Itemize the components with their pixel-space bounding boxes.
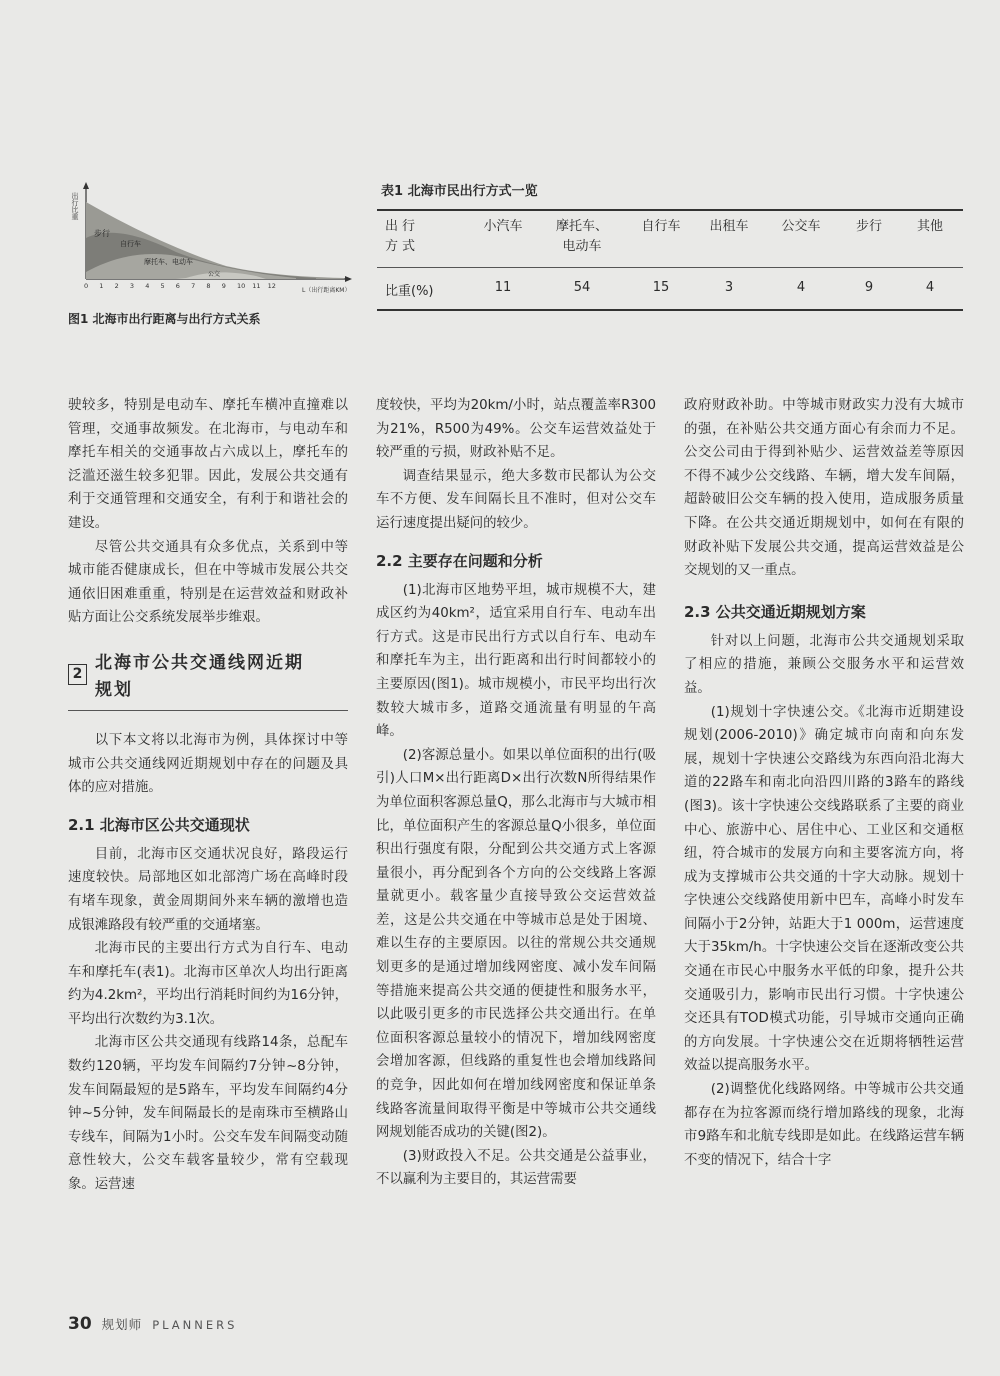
- x-tick-label: 0: [84, 282, 89, 290]
- header-car: 小汽车: [483, 219, 523, 234]
- col3-paragraph-1: 政府财政补助。中等城市财政实力没有大城市的强，在补贴公共交通方面心有余而力不足。公交公司由于得到补贴少、运营效益差等原因不得不减少公交线路、车辆，增大发车间隔，超龄破旧公交车辆的投入使用，造成服务质量下降。在公共交通近期规划中，如何在有限的财政补贴下发展公共交通，提高运营效益是公交规划的又一重点。: [684, 398, 964, 579]
- x-tick-label: 6: [175, 282, 180, 290]
- x-axis-arrow: [345, 276, 352, 282]
- figure-1-caption: 图1 北海市出行距离与出行方式关系: [68, 312, 261, 326]
- label-bus: 公交: [208, 271, 221, 278]
- value-car: 11: [494, 280, 512, 295]
- table-data-row: [377, 280, 963, 299]
- col1-paragraph-6: 北海市区公共交通现有线路14条，总配车数约120辆，平均发车间隔约7分钟~8分钟，发车间隔最短的是5路车，平均发车间隔约4分钟~5分钟，发车间隔最长的是南珠市至横路山专线车，间隔为1小时。公交车发车间隔变动随意性较大，公交车载客量较少，常有空载现象。运营速: [68, 1035, 348, 1193]
- heading-2-2: 2.2 主要存在问题和分析: [376, 551, 543, 570]
- col3-paragraph-2: 针对以上问题，北海市公共交通规划采取了相应的措施，兼顾公交服务水平和运营效益。: [684, 633, 964, 696]
- column-2: [376, 394, 656, 1192]
- header-moto-2: 电动车: [562, 239, 602, 254]
- heading-2-1: 2.1 北海市区公共交通现状: [68, 815, 250, 834]
- col1-paragraph-5: 北海市民的主要出行方式为自行车、电动车和摩托车(表1)。北海市区单次人均出行距离约为4.2km²，平均出行消耗时间约为16分钟，平均出行次数约为3.1次。: [68, 941, 348, 1027]
- x-tick-label: 5: [160, 282, 165, 290]
- value-taxi: 3: [724, 280, 734, 295]
- figure-1-chart: [66, 180, 356, 300]
- x-tick-label: 7: [191, 282, 196, 290]
- value-bus: 4: [796, 280, 806, 295]
- label-motorcycle: 摩托车、电动车: [144, 258, 193, 266]
- x-tick-label: 10: [237, 282, 246, 290]
- x-tick-label: 1: [99, 282, 104, 290]
- header-first-2: 方式: [385, 239, 420, 254]
- header-first-1: 出行: [385, 219, 420, 234]
- x-tick-label: 4: [145, 282, 150, 290]
- header-other: 其他: [916, 219, 943, 234]
- x-tick-label: 9: [221, 282, 226, 290]
- heading-2-3: 2.3 公共交通近期规划方案: [684, 602, 866, 621]
- value-moto: 54: [573, 280, 591, 295]
- y-axis-arrow: [83, 182, 89, 189]
- col1-paragraph-1: 驶较多，特别是电动车、摩托车横冲直撞难以管理，交通事故频发。在北海市，与电动车和摩托车相关的交通事故占六成以上，摩托车的泛滥还滋生较多犯罪。因此，发展公共交通有利于交通管理和交通安全，有利于和谐社会的建设。: [68, 398, 348, 531]
- page-footer: [68, 1314, 237, 1334]
- col3-paragraph-3: (1)规划十字快速公交。《北海市近期建设规划(2006-2010)》确定城市向南和向东发展，规划十字快速公交路线为东西向沿北海大道的22路车和南北向沿四川路的3路车的路线(图3)。该十字快速公交线路联系了主要的商业中心、旅游中心、居住中心、工业区和交通枢纽，符合城市的发展方向和主要客流方向，将成为支撑城市公共交通的十字大动脉。规划十字快速公交线路使用新中巴车，高峰小时发车间隔小于2分钟，站距大于1 000m，运营速度大于35km/h。十字快速公交旨在逐渐改变公共交通在市民心中服务水平低的印象，提升公共交通吸引力，影响市民出行习惯。十字快速公交还具有TOD模式功能，引导城市交通向正确的方向发展。十字快速公交在近期将牺牲运营效益以提高服务水平。: [684, 704, 964, 1074]
- section-number: 2: [68, 664, 87, 685]
- header-moto-1: 摩托车、: [555, 219, 608, 234]
- table-1: [377, 209, 963, 311]
- section-title-line-2: 规划: [95, 679, 133, 700]
- value-bicycle: 15: [652, 280, 670, 295]
- journal-name: 规划师: [101, 1317, 143, 1332]
- col1-paragraph-4: 目前，北海市区交通状况良好，路段运行速度较快。局部地区如北部湾广场在高峰时段有堵车现象，黄金周期间外来车辆的激增也造成银滩路段有较严重的交通堵塞。: [68, 846, 348, 933]
- header-bus: 公交车: [781, 219, 821, 234]
- value-walk: 9: [864, 280, 874, 295]
- col1-paragraph-2: 尽管公共交通具有众多优点，关系到中等城市能否健康成长，但在中等城市发展公共交通依旧困难重重，特别是在运营效益和财政补贴方面让公交系统发展举步维艰。: [68, 539, 348, 626]
- header-walk: 步行: [855, 219, 882, 234]
- column-1: [68, 394, 348, 1197]
- value-other: 4: [925, 280, 935, 295]
- section-2-heading: [68, 650, 348, 711]
- x-axis-label: L（出行距离KM）: [302, 287, 351, 294]
- row-label: 比重(%): [385, 284, 434, 299]
- journal-name-en: PLANNERS: [152, 1318, 238, 1332]
- x-tick-label: 3: [129, 282, 135, 290]
- x-tick-label: 2: [114, 282, 119, 290]
- header-taxi: 出租车: [709, 219, 749, 234]
- y-axis-label: 出行比重: [71, 192, 79, 220]
- col2-paragraph-5: (3)财政投入不足。公共交通是公益事业，不以赢利为主要目的，其运营需要: [376, 1148, 656, 1188]
- label-bicycle: 自行车: [120, 240, 141, 248]
- col2-paragraph-2: 调查结果显示，绝大多数市民都认为公交车不方便、发车间隔长且不准时，但对公交车运行速度提出疑问的较少。: [376, 468, 656, 531]
- col3-paragraph-4: (2)调整优化线路网络。中等城市公共交通都存在为拉客源而绕行增加路线的现象，北海市9路车和北航专线即是如此。在线路运营车辆不变的情况下，结合十字: [684, 1082, 964, 1168]
- table-header-row: [377, 217, 963, 267]
- page-number: 30: [68, 1314, 92, 1334]
- col2-paragraph-1: 度较快，平均为20km/小时，站点覆盖率R300为21%，R500为49%。公交车运营效益处于较严重的亏损，财政补贴不足。: [376, 398, 656, 461]
- column-3: [684, 394, 964, 1172]
- x-ticks: [84, 282, 276, 290]
- label-walking: 步行: [94, 229, 110, 238]
- x-tick-label: 8: [206, 282, 211, 290]
- table-1-title: 表1 北海市民出行方式一览: [381, 184, 538, 199]
- x-tick-label: 11: [252, 282, 261, 290]
- col1-paragraph-3: 以下本文将以北海市为例，具体探讨中等城市公共交通线网近期规划中存在的问题及具体的应对措施。: [68, 732, 348, 796]
- section-title-line-1: 北海市公共交通线网近期: [95, 652, 304, 673]
- figure-1: [66, 180, 356, 300]
- col2-paragraph-4: (2)客源总量小。如果以单位面积的出行(吸引)人口M×出行距离D×出行次数N所得结果作为单位面积客源总量Q，那么北海市与大城市相比，单位面积产生的客源总量Q小很多，单位面积出行强度有限，分配到公共交通方式上客源量很小，再分配到各个方向的公交线路上客源量就更小。载客量少直接导致公交运营效益差，这是公共交通在中等城市总是处于困境、难以生存的主要原因。以往的常规公共交通规划更多的是通过增加线网密度、减小发车间隔等措施来提高公共交通的便捷性和服务水平，以此吸引更多的市民选择公共交通出行。在单位面积客源总量较小的情况下，增加线网密度会增加客源，但线路的重复性也会增加线路间的竞争，因此如何在增加线网密度和保证单条线路客流量间取得平衡是中等城市公共交通线网规划能否成功的关键(图2)。: [376, 747, 656, 1141]
- header-bicycle: 自行车: [641, 219, 681, 234]
- x-tick-label: 12: [267, 282, 276, 290]
- col2-paragraph-3: (1)北海市区地势平坦，城市规模不大，建成区约为40km²，适宜采用自行车、电动车出行方式。这是市民出行方式以自行车、电动车和摩托车为主，出行距离和出行时间都较小的主要原因(图1)。城市规模小，市民平均出行次数较大城市多，道路交通流量有明显的午高峰。: [376, 582, 656, 740]
